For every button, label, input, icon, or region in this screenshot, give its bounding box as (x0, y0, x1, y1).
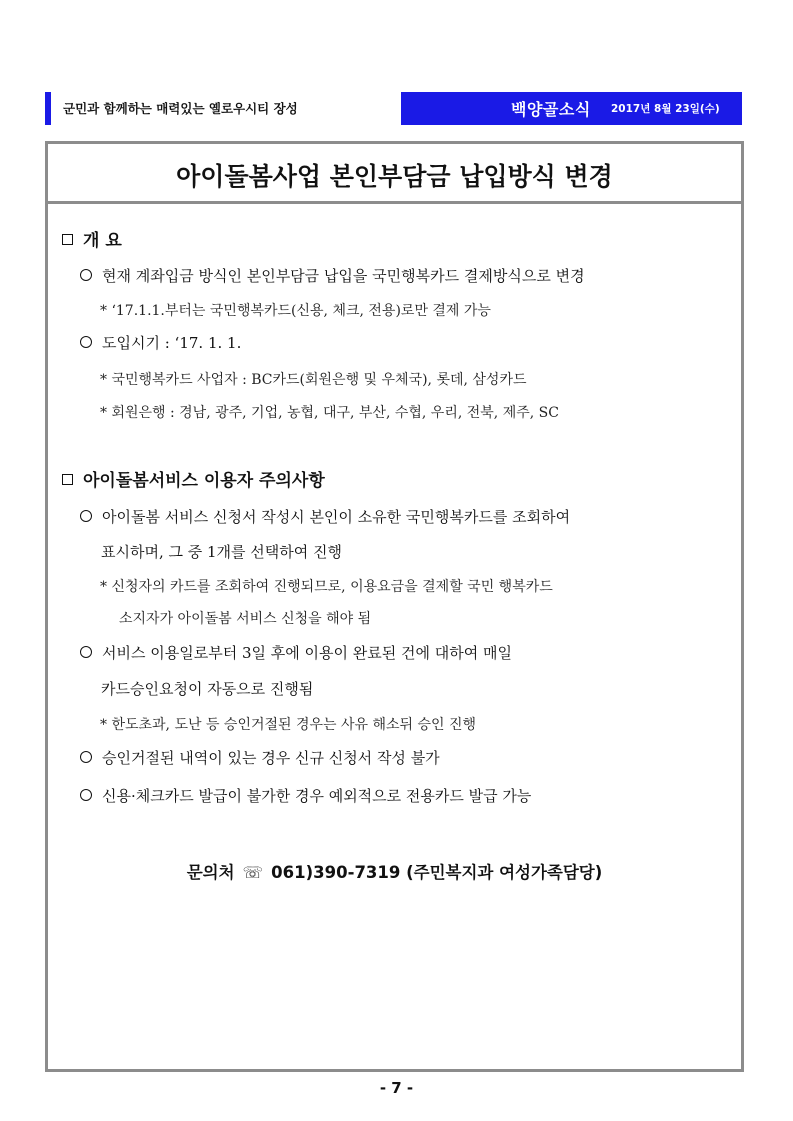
list-item-note: * 한도초과, 도난 등 승인거절된 경우는 사유 해소뒤 승인 진행 (100, 717, 477, 733)
list-item-note: * 회원은행 : 경남, 광주, 기업, 농협, 대구, 부산, 수협, 우리, 전북, 제주, SC (100, 405, 559, 421)
header-slogan: 군민과 함께하는 매력있는 옐로우시티 장성 (63, 101, 298, 116)
list-item-text: 신용·체크카드 발급이 불가한 경우 예외적으로 전용카드 발급 가능 (102, 787, 532, 805)
list-item-text: 현재 계좌입금 방식인 본인부담금 납입을 국민행복카드 결제방식으로 변경 (102, 267, 585, 285)
circle-bullet-icon (80, 336, 92, 348)
phone-icon: ☏ (242, 863, 264, 882)
header-publication-block (401, 92, 742, 125)
list-item-text: 서비스 이용일로부터 3일 후에 이용이 완료된 건에 대하여 매일 (102, 644, 512, 662)
list-item-continuation: 표시하며, 그 중 1개를 선택하여 진행 (101, 543, 343, 561)
list-item-note: * 국민행복카드 사업자 : BC카드(회원은행 및 우체국), 롯데, 삼성카드 (100, 372, 527, 388)
list-item-note: * 신청자의 카드를 조회하여 진행되므로, 이용요금을 결제할 국민 행복카드 (100, 579, 553, 595)
list-item-note-continuation: 소지자가 아이돌봄 서비스 신청을 해야 됨 (119, 611, 372, 627)
list-item (80, 332, 241, 353)
circle-bullet-icon (80, 646, 92, 658)
circle-bullet-icon (80, 510, 92, 522)
list-item-text: 아이돌봄 서비스 신청서 작성시 본인이 소유한 국민행복카드를 조회하여 (102, 508, 571, 526)
list-item-continuation: 카드승인요청이 자동으로 진행됨 (101, 680, 314, 698)
circle-bullet-icon (80, 269, 92, 281)
list-item (80, 506, 570, 527)
publication-name: 백양골소식 (511, 100, 591, 119)
circle-bullet-icon (80, 751, 92, 763)
circle-bullet-icon (80, 789, 92, 801)
list-item (80, 265, 585, 286)
list-item-text: 승인거절된 내역이 있는 경우 신규 신청서 작성 불가 (102, 749, 440, 767)
list-item-note: * ‘17.1.1.부터는 국민행복카드(신용, 체크, 전용)로만 결제 가능 (100, 303, 491, 319)
article-title: 아이돌봄사업 본인부담금 납입방식 변경 (176, 162, 613, 191)
page-number: - 7 - (379, 1079, 414, 1097)
header-accent-bar (45, 92, 51, 125)
section-heading-overview (62, 226, 122, 251)
contact-line (48, 859, 741, 883)
section-heading-text: 개 요 (83, 231, 122, 251)
article-frame (45, 141, 744, 1072)
checkbox-bullet-icon (62, 234, 73, 245)
checkbox-bullet-icon (62, 474, 73, 485)
list-item (80, 747, 440, 768)
section-heading-text: 아이돌봄서비스 이용자 주의사항 (83, 471, 325, 491)
publication-date: 2017년 8월 23일(수) (611, 103, 720, 115)
section-heading-precautions (62, 466, 325, 491)
list-item (80, 642, 512, 663)
list-item (80, 785, 531, 806)
title-box (48, 144, 741, 204)
contact-number: 061)390-7319 (주민복지과 여성가족담당) (271, 863, 603, 882)
newsletter-header (45, 92, 742, 125)
list-item-text: 도입시기 : ‘17. 1. 1. (102, 334, 242, 352)
contact-label: 문의처 (186, 863, 235, 882)
